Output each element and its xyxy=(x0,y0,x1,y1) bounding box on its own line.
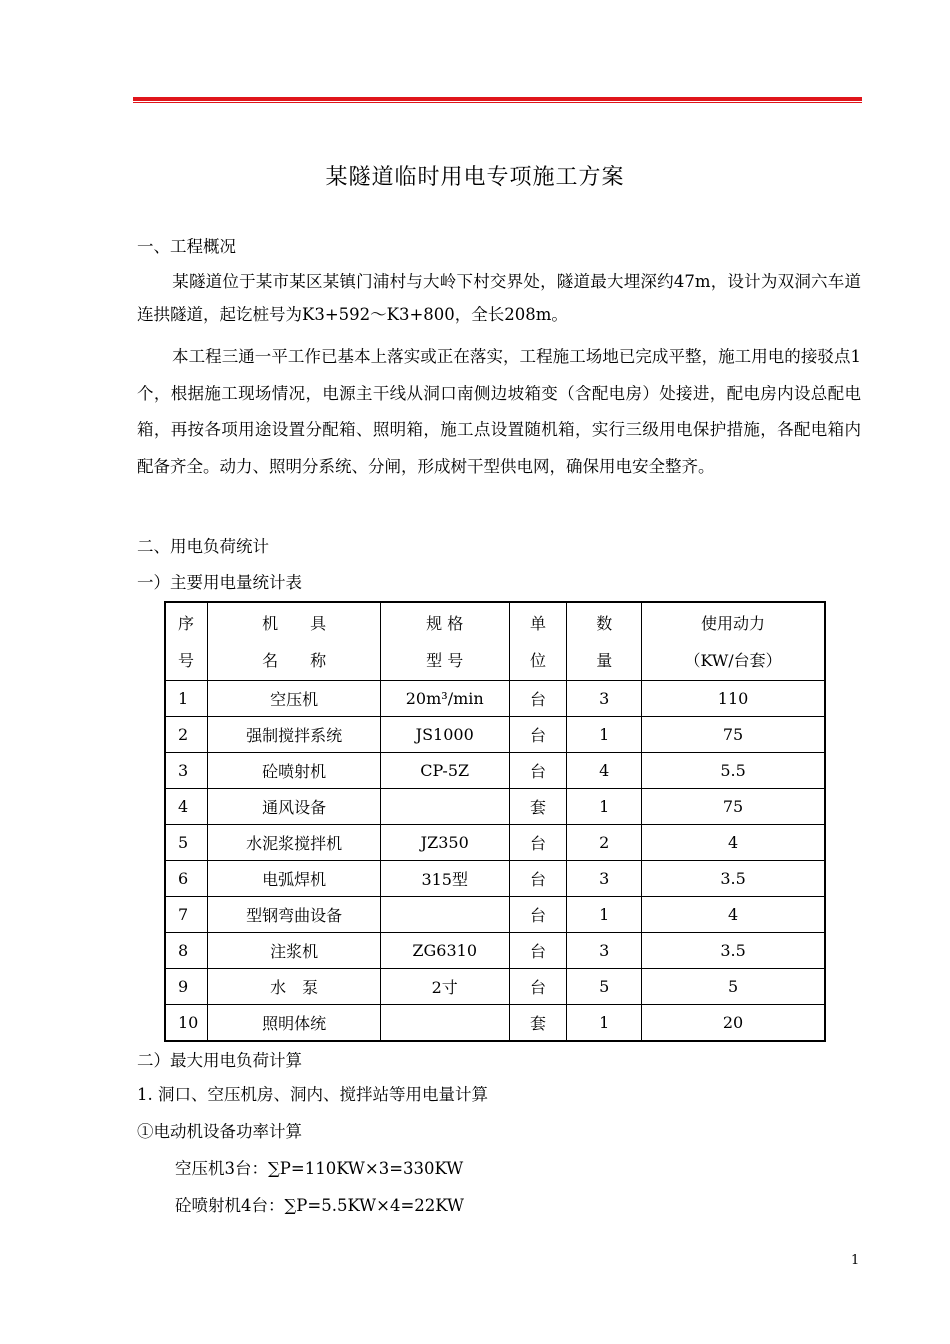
table-header-row xyxy=(165,602,825,681)
cell-qty: 2 xyxy=(567,825,642,861)
cell-no: 4 xyxy=(165,789,208,825)
cell-no: 3 xyxy=(165,753,208,789)
cell-power: 4 xyxy=(642,825,825,861)
header-spec: 规 格 型 号 xyxy=(380,602,509,681)
cell-qty: 3 xyxy=(567,681,642,717)
cell-spec: 2寸 xyxy=(380,969,509,1005)
cell-qty: 5 xyxy=(567,969,642,1005)
cell-name: 水泥浆搅拌机 xyxy=(208,825,380,861)
cell-name: 型钢弯曲设备 xyxy=(208,897,380,933)
cell-power: 75 xyxy=(642,717,825,753)
header-name: 机 具 名 称 xyxy=(208,602,380,681)
cell-qty: 3 xyxy=(567,933,642,969)
table-row xyxy=(165,933,825,969)
cell-qty: 4 xyxy=(567,753,642,789)
cell-unit: 台 xyxy=(509,897,567,933)
cell-no: 10 xyxy=(165,1005,208,1042)
page-number: 1 xyxy=(851,1253,860,1268)
table-row xyxy=(165,897,825,933)
cell-no: 5 xyxy=(165,825,208,861)
subsection-heading-table: 一）主要用电量统计表 xyxy=(137,573,302,592)
table-row xyxy=(165,717,825,753)
cell-unit: 台 xyxy=(509,681,567,717)
header-rule xyxy=(133,97,862,101)
calc-line-compressor: 空压机3台：∑P=110KW×3=330KW xyxy=(175,1159,464,1178)
paragraph-overview-text: 某隧道位于某市某区某镇门浦村与大岭下村交界处，隧道最大埋深约47m，设计为双洞六车道连拱隧道，起讫桩号为K3+592～K3+800，全长208m。 xyxy=(137,272,861,324)
cell-no: 8 xyxy=(165,933,208,969)
cell-power: 3.5 xyxy=(642,933,825,969)
cell-unit: 套 xyxy=(509,1005,567,1042)
paragraph-overview xyxy=(137,265,861,331)
document-title: 某隧道临时用电专项施工方案 xyxy=(325,165,625,190)
cell-spec xyxy=(380,1005,509,1042)
cell-spec: 315型 xyxy=(380,861,509,897)
cell-spec: 20m³/min xyxy=(380,681,509,717)
paragraph-power-supply xyxy=(137,339,861,485)
calc-line-sprayer: 砼喷射机4台：∑P=5.5KW×4=22KW xyxy=(175,1196,464,1215)
table-row xyxy=(165,1005,825,1042)
item-heading-calculation: 1. 洞口、空压机房、洞内、搅拌站等用电量计算 xyxy=(137,1085,488,1104)
cell-spec: JZ350 xyxy=(380,825,509,861)
header-unit: 单 位 xyxy=(509,602,567,681)
cell-qty: 1 xyxy=(567,897,642,933)
cell-spec: CP-5Z xyxy=(380,753,509,789)
cell-no: 1 xyxy=(165,681,208,717)
cell-name: 强制搅拌系统 xyxy=(208,717,380,753)
header-qty: 数 量 xyxy=(567,602,642,681)
cell-power: 20 xyxy=(642,1005,825,1042)
table-row xyxy=(165,861,825,897)
cell-no: 6 xyxy=(165,861,208,897)
table-row xyxy=(165,681,825,717)
header-power: 使用动力 （KW/台套） xyxy=(642,602,825,681)
cell-power: 3.5 xyxy=(642,861,825,897)
cell-spec: JS1000 xyxy=(380,717,509,753)
table-row xyxy=(165,789,825,825)
cell-unit: 台 xyxy=(509,969,567,1005)
cell-qty: 1 xyxy=(567,789,642,825)
cell-spec: ZG6310 xyxy=(380,933,509,969)
item-heading-motor-power: ①电动机设备功率计算 xyxy=(137,1122,302,1141)
cell-qty: 3 xyxy=(567,861,642,897)
cell-name: 水 泵 xyxy=(208,969,380,1005)
cell-power: 4 xyxy=(642,897,825,933)
cell-name: 注浆机 xyxy=(208,933,380,969)
header-seq: 序 号 xyxy=(165,602,208,681)
cell-unit: 台 xyxy=(509,861,567,897)
cell-no: 2 xyxy=(165,717,208,753)
cell-name: 砼喷射机 xyxy=(208,753,380,789)
cell-unit: 台 xyxy=(509,717,567,753)
cell-power: 110 xyxy=(642,681,825,717)
cell-name: 空压机 xyxy=(208,681,380,717)
table-row xyxy=(165,753,825,789)
header-rule-thin xyxy=(133,102,862,103)
cell-name: 电弧焊机 xyxy=(208,861,380,897)
cell-power: 5.5 xyxy=(642,753,825,789)
paragraph-power-supply-text: 本工程三通一平工作已基本上落实或正在落实，工程施工场地已完成平整，施工用电的接驳点1个，根据施工现场情况，电源主干线从洞口南侧边坡箱变（含配电房）处接进，配电房内设总配电箱，再按各项用途设置分配箱、照明箱，施工点设置随机箱，实行三级用电保护措施，各配电箱内配备齐全。动力、照明分系统、分闸，形成树干型供电网，确保用电安全整齐。 xyxy=(137,347,861,476)
table-row xyxy=(165,825,825,861)
cell-spec xyxy=(380,789,509,825)
cell-no: 7 xyxy=(165,897,208,933)
cell-unit: 台 xyxy=(509,933,567,969)
cell-power: 75 xyxy=(642,789,825,825)
cell-qty: 1 xyxy=(567,1005,642,1042)
cell-name: 照明体统 xyxy=(208,1005,380,1042)
cell-spec xyxy=(380,897,509,933)
table-row xyxy=(165,969,825,1005)
section-heading-load: 二、用电负荷统计 xyxy=(137,537,269,556)
cell-power: 5 xyxy=(642,969,825,1005)
cell-unit: 套 xyxy=(509,789,567,825)
cell-unit: 台 xyxy=(509,825,567,861)
cell-unit: 台 xyxy=(509,753,567,789)
section-heading-overview: 一、工程概况 xyxy=(137,237,236,256)
cell-qty: 1 xyxy=(567,717,642,753)
subsection-heading-max-load: 二）最大用电负荷计算 xyxy=(137,1051,302,1070)
power-load-table xyxy=(164,601,826,1042)
cell-no: 9 xyxy=(165,969,208,1005)
cell-name: 通风设备 xyxy=(208,789,380,825)
